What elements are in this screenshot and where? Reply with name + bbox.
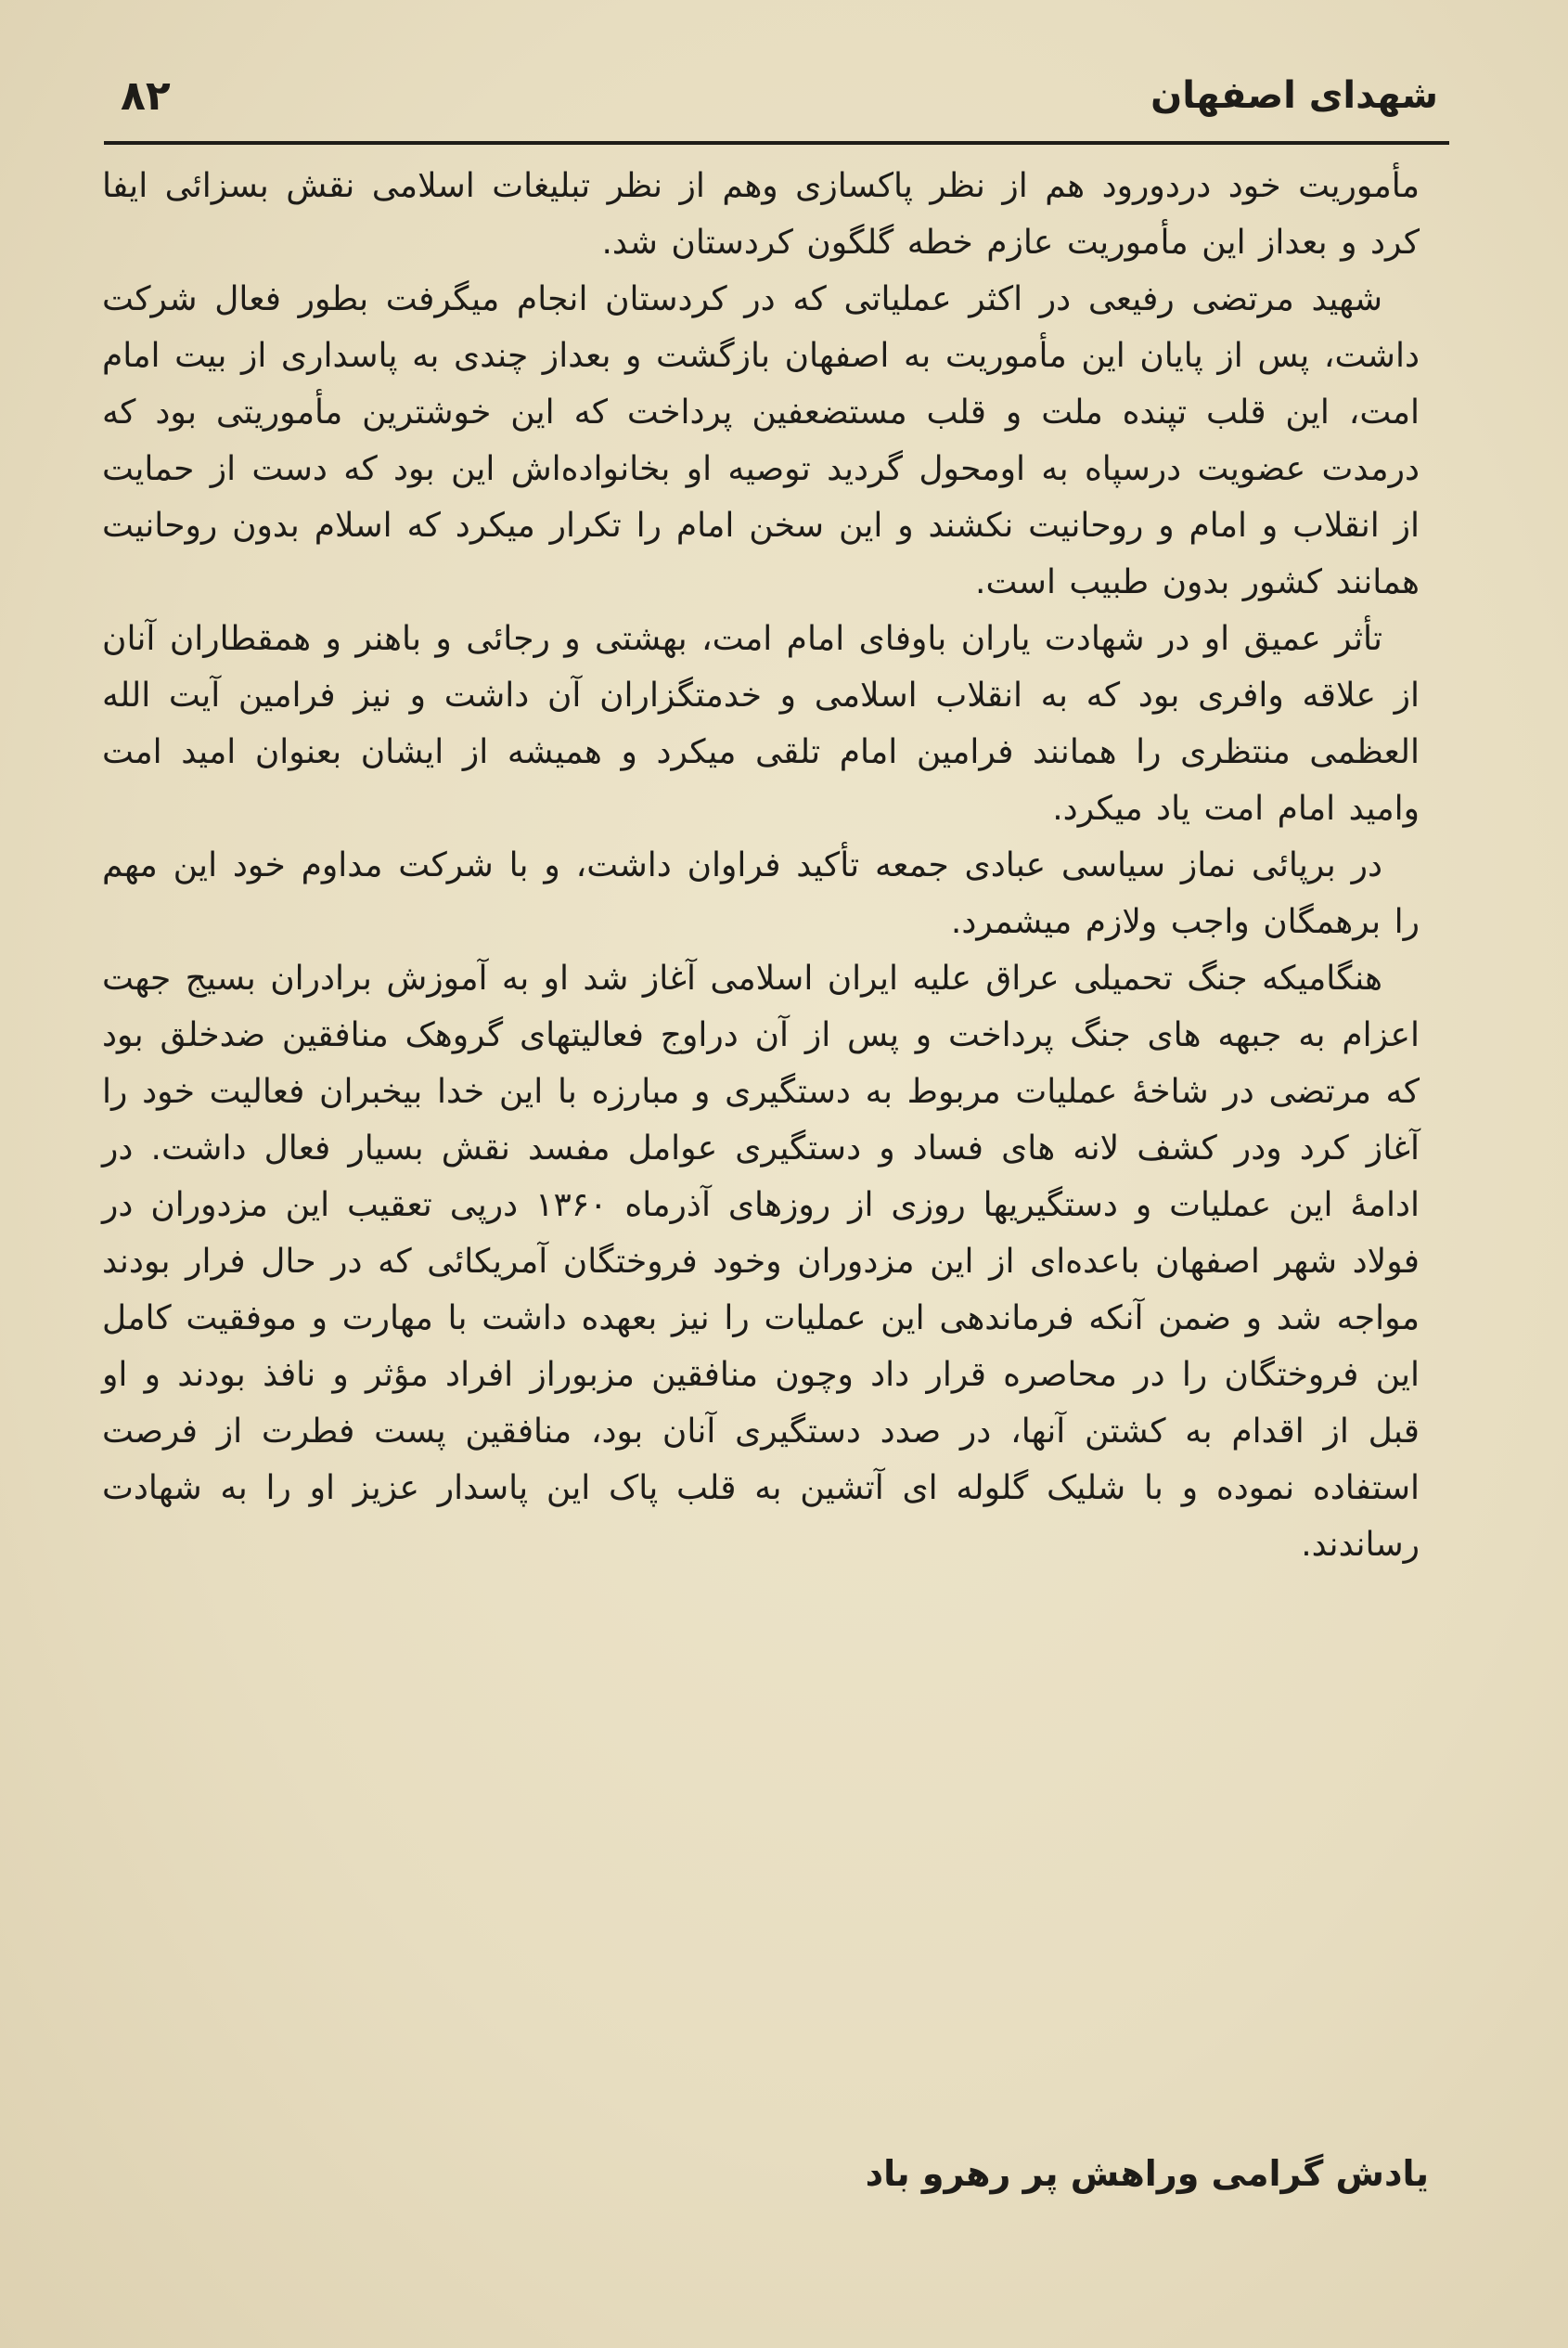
- paragraph: هنگامیکه جنگ تحمیلی عراق علیه ایران اسلامی آغاز شد او به آموزش برادران بسیج جهت اعزام به جبهه های جنگ پرداخت و پس از آن دراوج فعالیتهای گروهک منافقین ضدخلق بود که مرتضی در شاخهٔ عملیات مربوط به دستگیری و مبارزه با این خدا بیخبران فعالیت خود را آغاز کرد ودر کشف لانه های فساد و دستگیری عوامل مفسد نقش بسیار فعال داشت. در ادامهٔ این عملیات و دستگیریها روزی از روزهای آذرماه ۱۳۶۰ درپی تعقیب این مزدوران در فولاد شهر اصفهان باعده‌ای از این مزدوران وخود فروختگان آمریکائی که در حال فرار بودند مواجه شد و ضمن آنکه فرماندهی این عملیات را نیز بعهده داشت با مهارت و موفقیت کامل این فروختگان را در محاصره قرار داد وچون منافقین مزبوراز افراد مؤثر و نافذ بودند و او قبل از اقدام به کشتن آنها، در صدد دستگیری آنان بود، منافقین پست فطرت از فرصت استفاده نموده و با شلیک گلوله ای آتشین به قلب پاک این پاسدار عزیز او را به شهادت رساندند.: [102, 960, 1420, 1564]
- closing-line: یادش گرامی وراهش پر رهرو باد: [865, 2153, 1429, 2194]
- paragraph: تأثر عمیق او در شهادت یاران باوفای امام امت، بهشتی و رجائی و باهنر و همقطاران آنان از علاقه وافری بود که به انقلاب اسلامی و خدمتگزاران آن داشت و نیز فرامین آیت الله العظمی منتظری را همانند فرامین امام تلقی میکرد و همیشه از ایشان بعنوان امید امت وامید امام امت یاد میکرد.: [102, 620, 1420, 828]
- paragraph: مأموریت خود دردورود هم از نظر پاکسازی وهم از نظر تبلیغات اسلامی نقش بسزائی ایفا کرد و بعداز این مأموریت عازم خطه گلگون کردستان شد.: [102, 167, 1420, 262]
- page-header: [102, 65, 1447, 139]
- paragraph: در برپائی نماز سیاسی عبادی جمعه تأکید فراوان داشت، و با شرکت مداوم خود این مهم را برهمگان واجب ولازم میشمرد.: [102, 846, 1420, 941]
- body-text: [102, 158, 1420, 1573]
- running-head-title: شهدای اصفهان: [1150, 74, 1438, 117]
- paragraph: شهید مرتضی رفیعی در اکثر عملیاتی که در کردستان انجام میگرفت بطور فعال شرکت داشت، پس از پایان این مأموریت به اصفهان بازگشت و بعداز چندی به پاسداری از بیت امام امت، این قلب تپنده ملت و قلب مستضعفین پرداخت که این خوشترین مأموریتی بود که درمدت عضویت درسپاه به اومحول گردید توصیه او بخانواده‌اش این بود که دست از حمایت از انقلاب و امام و روحانیت نکشند و این سخن امام را تکرار میکرد که اسلام بدون روحانیت همانند کشور بدون طبیب است.: [102, 280, 1420, 601]
- page-number: ۸۲: [121, 72, 171, 120]
- header-divider: [104, 141, 1449, 145]
